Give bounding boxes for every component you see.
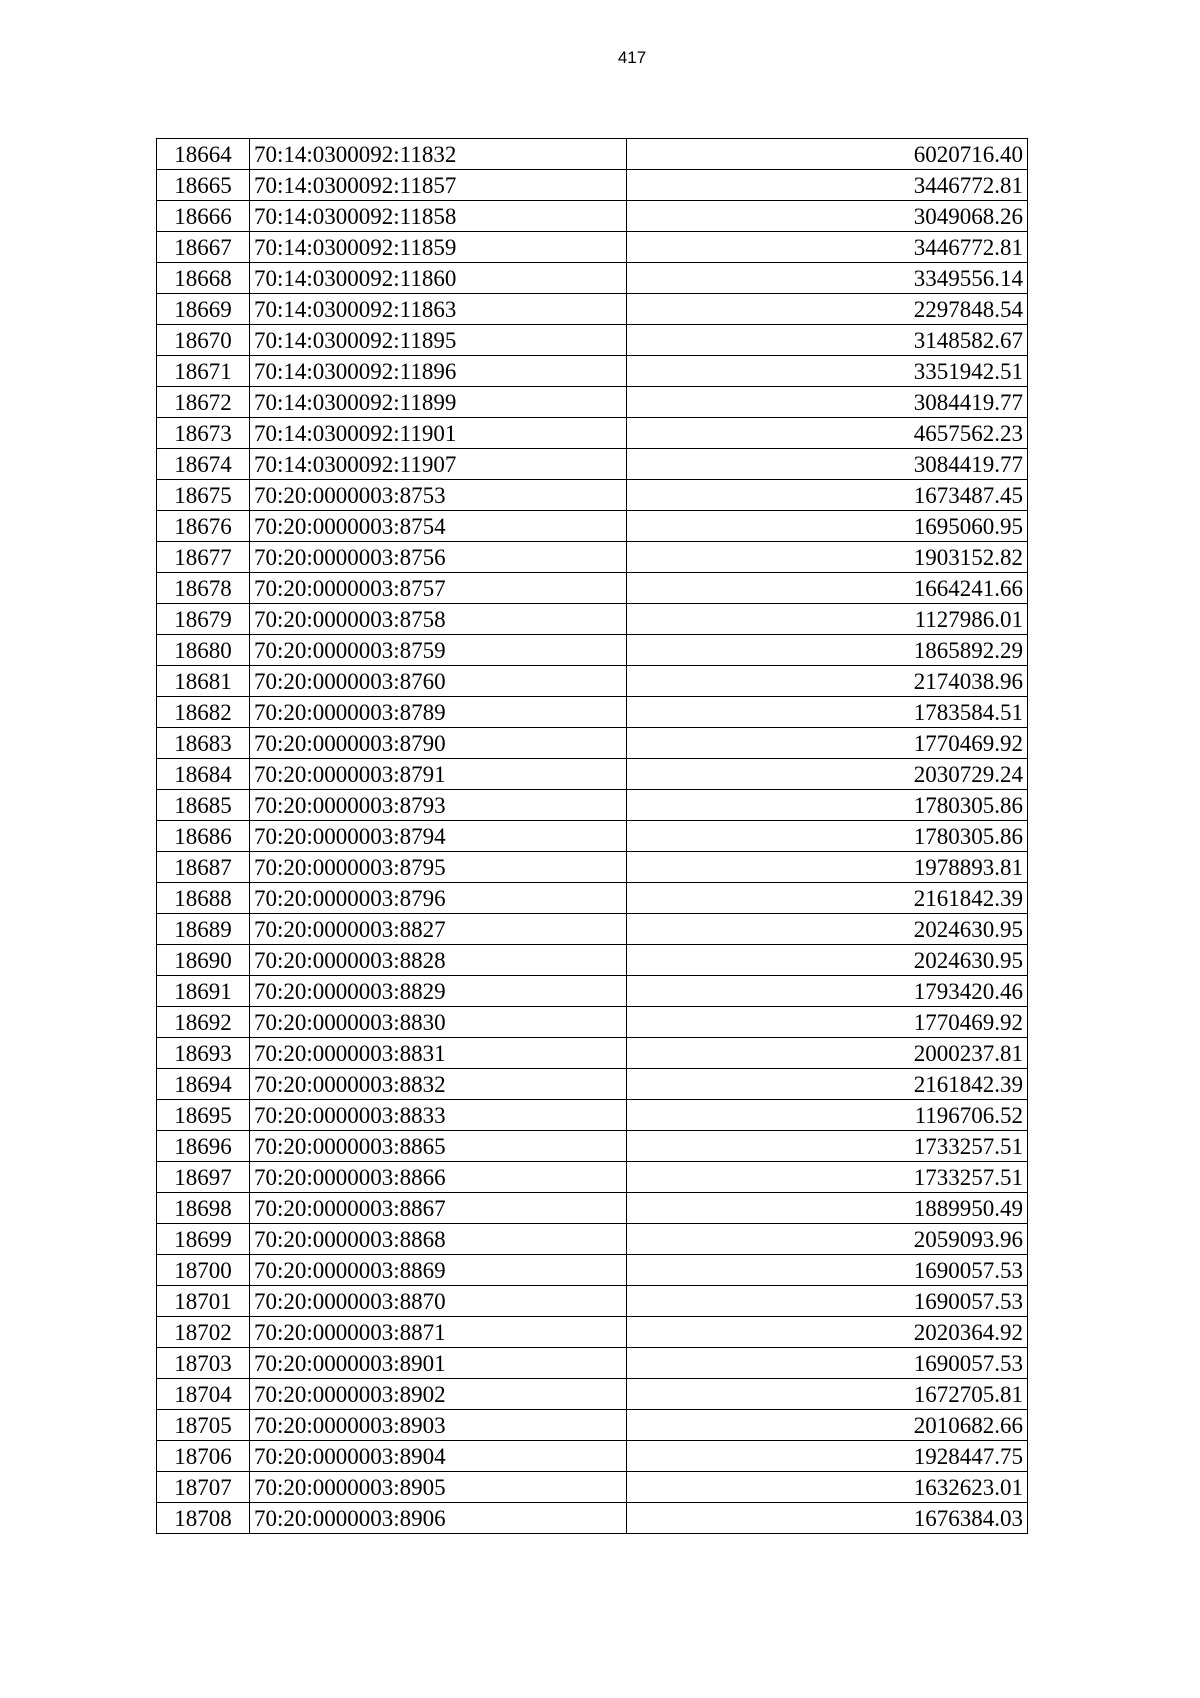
cadastral-value-cell: 1672705.81 bbox=[627, 1379, 1028, 1410]
table-row bbox=[157, 263, 1028, 294]
table-row bbox=[157, 232, 1028, 263]
cadastral-value-cell: 1676384.03 bbox=[627, 1503, 1028, 1534]
table-row bbox=[157, 666, 1028, 697]
row-number-cell: 18670 bbox=[157, 325, 250, 356]
cadastral-number-cell: 70:20:0000003:8905 bbox=[250, 1472, 627, 1503]
cadastral-value-cell: 2030729.24 bbox=[627, 759, 1028, 790]
cadastral-value-cell: 3084419.77 bbox=[627, 449, 1028, 480]
row-number-cell: 18665 bbox=[157, 170, 250, 201]
cadastral-number-cell: 70:20:0000003:8901 bbox=[250, 1348, 627, 1379]
row-number-cell: 18673 bbox=[157, 418, 250, 449]
cadastral-value-cell: 1690057.53 bbox=[627, 1255, 1028, 1286]
cadastral-number-cell: 70:20:0000003:8865 bbox=[250, 1131, 627, 1162]
table-row bbox=[157, 139, 1028, 170]
cadastral-number-cell: 70:20:0000003:8833 bbox=[250, 1100, 627, 1131]
table-row bbox=[157, 170, 1028, 201]
table-row bbox=[157, 418, 1028, 449]
cadastral-value-cell: 1865892.29 bbox=[627, 635, 1028, 666]
table-row bbox=[157, 1379, 1028, 1410]
cadastral-value-table bbox=[156, 138, 1028, 1534]
cadastral-number-cell: 70:20:0000003:8791 bbox=[250, 759, 627, 790]
cadastral-number-cell: 70:20:0000003:8756 bbox=[250, 542, 627, 573]
cadastral-number-cell: 70:20:0000003:8869 bbox=[250, 1255, 627, 1286]
cadastral-number-cell: 70:14:0300092:11857 bbox=[250, 170, 627, 201]
cadastral-number-cell: 70:20:0000003:8827 bbox=[250, 914, 627, 945]
row-number-cell: 18667 bbox=[157, 232, 250, 263]
table-row bbox=[157, 1038, 1028, 1069]
cadastral-value-cell: 1770469.92 bbox=[627, 728, 1028, 759]
table-body bbox=[157, 139, 1028, 1534]
table-row bbox=[157, 1193, 1028, 1224]
cadastral-value-cell: 1733257.51 bbox=[627, 1162, 1028, 1193]
table-row bbox=[157, 1224, 1028, 1255]
table-row bbox=[157, 1348, 1028, 1379]
cadastral-value-cell: 2161842.39 bbox=[627, 883, 1028, 914]
table-row bbox=[157, 1131, 1028, 1162]
cadastral-value-cell: 1780305.86 bbox=[627, 821, 1028, 852]
cadastral-number-cell: 70:14:0300092:11907 bbox=[250, 449, 627, 480]
cadastral-number-cell: 70:20:0000003:8795 bbox=[250, 852, 627, 883]
row-number-cell: 18705 bbox=[157, 1410, 250, 1441]
table-row bbox=[157, 542, 1028, 573]
cadastral-value-cell: 1673487.45 bbox=[627, 480, 1028, 511]
table-row bbox=[157, 1069, 1028, 1100]
table-row bbox=[157, 790, 1028, 821]
cadastral-number-cell: 70:20:0000003:8790 bbox=[250, 728, 627, 759]
table-row bbox=[157, 387, 1028, 418]
row-number-cell: 18678 bbox=[157, 573, 250, 604]
cadastral-value-cell: 3446772.81 bbox=[627, 232, 1028, 263]
cadastral-value-cell: 3148582.67 bbox=[627, 325, 1028, 356]
row-number-cell: 18687 bbox=[157, 852, 250, 883]
row-number-cell: 18680 bbox=[157, 635, 250, 666]
cadastral-number-cell: 70:14:0300092:11895 bbox=[250, 325, 627, 356]
row-number-cell: 18683 bbox=[157, 728, 250, 759]
cadastral-number-cell: 70:20:0000003:8796 bbox=[250, 883, 627, 914]
cadastral-value-cell: 3084419.77 bbox=[627, 387, 1028, 418]
cadastral-value-cell: 2161842.39 bbox=[627, 1069, 1028, 1100]
row-number-cell: 18708 bbox=[157, 1503, 250, 1534]
cadastral-value-cell: 1780305.86 bbox=[627, 790, 1028, 821]
cadastral-number-cell: 70:20:0000003:8871 bbox=[250, 1317, 627, 1348]
cadastral-number-cell: 70:20:0000003:8903 bbox=[250, 1410, 627, 1441]
cadastral-number-cell: 70:14:0300092:11860 bbox=[250, 263, 627, 294]
cadastral-value-cell: 3349556.14 bbox=[627, 263, 1028, 294]
row-number-cell: 18694 bbox=[157, 1069, 250, 1100]
row-number-cell: 18689 bbox=[157, 914, 250, 945]
table-row bbox=[157, 1255, 1028, 1286]
table-row bbox=[157, 480, 1028, 511]
table-row bbox=[157, 1317, 1028, 1348]
row-number-cell: 18682 bbox=[157, 697, 250, 728]
page-number: 417 bbox=[617, 48, 647, 67]
cadastral-number-cell: 70:20:0000003:8753 bbox=[250, 480, 627, 511]
table-row bbox=[157, 976, 1028, 1007]
row-number-cell: 18672 bbox=[157, 387, 250, 418]
cadastral-number-cell: 70:14:0300092:11899 bbox=[250, 387, 627, 418]
cadastral-number-cell: 70:20:0000003:8760 bbox=[250, 666, 627, 697]
cadastral-number-cell: 70:14:0300092:11863 bbox=[250, 294, 627, 325]
table-row bbox=[157, 914, 1028, 945]
cadastral-value-cell: 1632623.01 bbox=[627, 1472, 1028, 1503]
row-number-cell: 18677 bbox=[157, 542, 250, 573]
cadastral-number-cell: 70:20:0000003:8759 bbox=[250, 635, 627, 666]
cadastral-number-cell: 70:20:0000003:8831 bbox=[250, 1038, 627, 1069]
cadastral-number-cell: 70:20:0000003:8866 bbox=[250, 1162, 627, 1193]
row-number-cell: 18697 bbox=[157, 1162, 250, 1193]
cadastral-value-cell: 3446772.81 bbox=[627, 170, 1028, 201]
table-row bbox=[157, 325, 1028, 356]
row-number-cell: 18688 bbox=[157, 883, 250, 914]
row-number-cell: 18696 bbox=[157, 1131, 250, 1162]
table-row bbox=[157, 1100, 1028, 1131]
row-number-cell: 18702 bbox=[157, 1317, 250, 1348]
cadastral-value-cell: 2010682.66 bbox=[627, 1410, 1028, 1441]
cadastral-number-cell: 70:20:0000003:8870 bbox=[250, 1286, 627, 1317]
table-row bbox=[157, 852, 1028, 883]
row-number-cell: 18664 bbox=[157, 139, 250, 170]
table-row bbox=[157, 1162, 1028, 1193]
cadastral-value-cell: 3049068.26 bbox=[627, 201, 1028, 232]
cadastral-number-cell: 70:20:0000003:8902 bbox=[250, 1379, 627, 1410]
cadastral-value-cell: 2000237.81 bbox=[627, 1038, 1028, 1069]
table-row bbox=[157, 511, 1028, 542]
table-row bbox=[157, 201, 1028, 232]
table-row bbox=[157, 1286, 1028, 1317]
cadastral-value-cell: 2020364.92 bbox=[627, 1317, 1028, 1348]
cadastral-number-cell: 70:20:0000003:8758 bbox=[250, 604, 627, 635]
table-row bbox=[157, 821, 1028, 852]
cadastral-number-cell: 70:20:0000003:8829 bbox=[250, 976, 627, 1007]
row-number-cell: 18699 bbox=[157, 1224, 250, 1255]
cadastral-value-cell: 1695060.95 bbox=[627, 511, 1028, 542]
cadastral-number-cell: 70:14:0300092:11901 bbox=[250, 418, 627, 449]
cadastral-value-cell: 1978893.81 bbox=[627, 852, 1028, 883]
table-row bbox=[157, 1410, 1028, 1441]
cadastral-value-cell: 2059093.96 bbox=[627, 1224, 1028, 1255]
cadastral-number-cell: 70:20:0000003:8754 bbox=[250, 511, 627, 542]
row-number-cell: 18695 bbox=[157, 1100, 250, 1131]
cadastral-number-cell: 70:20:0000003:8904 bbox=[250, 1441, 627, 1472]
row-number-cell: 18706 bbox=[157, 1441, 250, 1472]
cadastral-value-cell: 1928447.75 bbox=[627, 1441, 1028, 1472]
cadastral-value-cell: 1733257.51 bbox=[627, 1131, 1028, 1162]
table-row bbox=[157, 1007, 1028, 1038]
row-number-cell: 18668 bbox=[157, 263, 250, 294]
cadastral-number-cell: 70:20:0000003:8867 bbox=[250, 1193, 627, 1224]
table-row bbox=[157, 1472, 1028, 1503]
cadastral-number-cell: 70:20:0000003:8906 bbox=[250, 1503, 627, 1534]
table-row bbox=[157, 294, 1028, 325]
cadastral-number-cell: 70:20:0000003:8830 bbox=[250, 1007, 627, 1038]
cadastral-number-cell: 70:20:0000003:8793 bbox=[250, 790, 627, 821]
row-number-cell: 18704 bbox=[157, 1379, 250, 1410]
row-number-cell: 18671 bbox=[157, 356, 250, 387]
cadastral-value-cell: 1690057.53 bbox=[627, 1286, 1028, 1317]
row-number-cell: 18676 bbox=[157, 511, 250, 542]
cadastral-value-cell: 2174038.96 bbox=[627, 666, 1028, 697]
cadastral-number-cell: 70:20:0000003:8868 bbox=[250, 1224, 627, 1255]
cadastral-number-cell: 70:20:0000003:8789 bbox=[250, 697, 627, 728]
row-number-cell: 18666 bbox=[157, 201, 250, 232]
table-row bbox=[157, 604, 1028, 635]
cadastral-number-cell: 70:20:0000003:8757 bbox=[250, 573, 627, 604]
table-row bbox=[157, 759, 1028, 790]
row-number-cell: 18698 bbox=[157, 1193, 250, 1224]
cadastral-value-cell: 2024630.95 bbox=[627, 945, 1028, 976]
cadastral-value-cell: 1196706.52 bbox=[627, 1100, 1028, 1131]
row-number-cell: 18686 bbox=[157, 821, 250, 852]
cadastral-value-cell: 1127986.01 bbox=[627, 604, 1028, 635]
table-row bbox=[157, 883, 1028, 914]
cadastral-number-cell: 70:20:0000003:8794 bbox=[250, 821, 627, 852]
cadastral-value-cell: 1903152.82 bbox=[627, 542, 1028, 573]
cadastral-value-cell: 2297848.54 bbox=[627, 294, 1028, 325]
row-number-cell: 18692 bbox=[157, 1007, 250, 1038]
cadastral-value-cell: 1783584.51 bbox=[627, 697, 1028, 728]
row-number-cell: 18669 bbox=[157, 294, 250, 325]
table-row bbox=[157, 1441, 1028, 1472]
row-number-cell: 18675 bbox=[157, 480, 250, 511]
cadastral-value-cell: 2024630.95 bbox=[627, 914, 1028, 945]
cadastral-number-cell: 70:14:0300092:11832 bbox=[250, 139, 627, 170]
cadastral-number-cell: 70:14:0300092:11859 bbox=[250, 232, 627, 263]
table-row bbox=[157, 945, 1028, 976]
cadastral-value-cell: 4657562.23 bbox=[627, 418, 1028, 449]
row-number-cell: 18679 bbox=[157, 604, 250, 635]
row-number-cell: 18684 bbox=[157, 759, 250, 790]
table-row bbox=[157, 573, 1028, 604]
table-row bbox=[157, 728, 1028, 759]
cadastral-value-cell: 3351942.51 bbox=[627, 356, 1028, 387]
row-number-cell: 18685 bbox=[157, 790, 250, 821]
row-number-cell: 18707 bbox=[157, 1472, 250, 1503]
cadastral-value-cell: 1793420.46 bbox=[627, 976, 1028, 1007]
row-number-cell: 18681 bbox=[157, 666, 250, 697]
cadastral-value-cell: 6020716.40 bbox=[627, 139, 1028, 170]
table-row bbox=[157, 635, 1028, 666]
row-number-cell: 18674 bbox=[157, 449, 250, 480]
row-number-cell: 18701 bbox=[157, 1286, 250, 1317]
cadastral-number-cell: 70:20:0000003:8828 bbox=[250, 945, 627, 976]
cadastral-value-cell: 1664241.66 bbox=[627, 573, 1028, 604]
cadastral-value-cell: 1889950.49 bbox=[627, 1193, 1028, 1224]
cadastral-value-cell: 1690057.53 bbox=[627, 1348, 1028, 1379]
row-number-cell: 18690 bbox=[157, 945, 250, 976]
cadastral-number-cell: 70:14:0300092:11858 bbox=[250, 201, 627, 232]
row-number-cell: 18691 bbox=[157, 976, 250, 1007]
table-row bbox=[157, 449, 1028, 480]
table-row bbox=[157, 1503, 1028, 1534]
row-number-cell: 18700 bbox=[157, 1255, 250, 1286]
table-row bbox=[157, 697, 1028, 728]
cadastral-number-cell: 70:20:0000003:8832 bbox=[250, 1069, 627, 1100]
row-number-cell: 18693 bbox=[157, 1038, 250, 1069]
table-row bbox=[157, 356, 1028, 387]
row-number-cell: 18703 bbox=[157, 1348, 250, 1379]
cadastral-number-cell: 70:14:0300092:11896 bbox=[250, 356, 627, 387]
cadastral-value-cell: 1770469.92 bbox=[627, 1007, 1028, 1038]
